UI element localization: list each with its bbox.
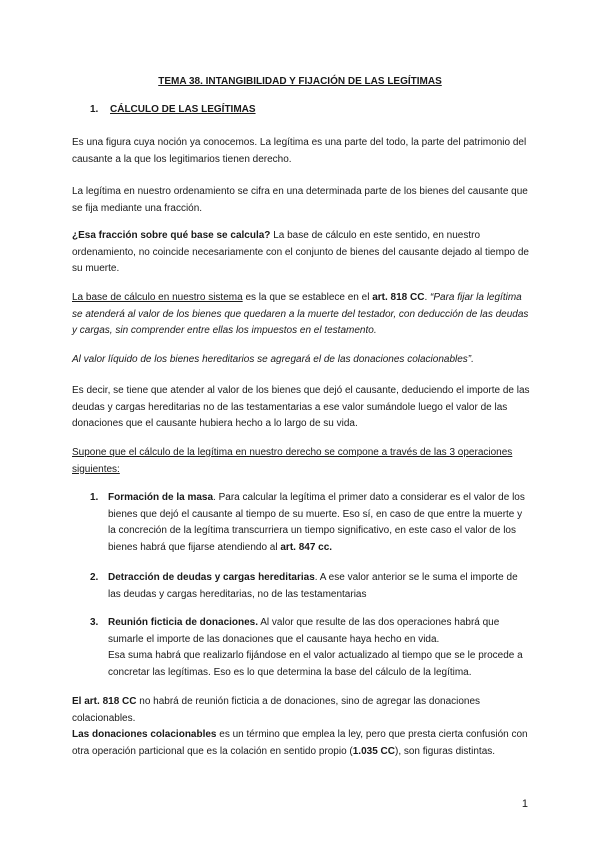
list-item-number: 3. <box>90 617 99 628</box>
paragraph-5: Al valor líquido de los bienes hereditarios se agregará el de las donaciones colacionables”. <box>72 354 474 365</box>
list-item-heading: Detracción de deudas y cargas hereditarias <box>108 572 315 583</box>
paragraph-4-underline: La base de cálculo en nuestro sistema <box>72 292 243 303</box>
paragraph-3-text: La base de cálculo en este sentido, en nuestro ordenamiento, no coincide necesariamente con el conjunto de bienes del causante dejado al tiempo de su muerte. <box>72 230 529 274</box>
list-item-number: 2. <box>90 572 99 583</box>
paragraph-3-question: ¿Esa fracción sobre qué base se calcula? <box>72 230 271 241</box>
list-item-body <box>108 490 532 556</box>
article-818-reference: art. 818 CC <box>372 292 425 303</box>
paragraph-7: Supone que el cálculo de la legítima en nuestro derecho se compone a través de las 3 operaciones siguientes: <box>72 447 513 475</box>
article-818-quote: “Para fijar la legítima se atenderá al valor de los bienes que quedaren a la muerte del testador, con deducción de las deudas y cargas, sin comprender entre ellas los impuestos en el testamento. <box>72 292 529 336</box>
paragraph-3 <box>72 228 532 278</box>
paragraph-9-text-2: ), son figuras distintas. <box>394 745 496 757</box>
section-number: 1. <box>90 104 99 115</box>
list-item-heading: Reunión ficticia de donaciones. <box>108 617 259 628</box>
article-818-reference-2: El art. 818 CC <box>72 696 137 707</box>
article-847-reference: art. 847 cc. <box>280 541 333 553</box>
paragraph-8-text: no habrá de reunión ficticia a de donaciones, sino de agregar las donaciones colacionables. <box>72 696 481 724</box>
paragraph-4-text-2: . <box>424 292 431 303</box>
paragraph-6: Es decir, se tiene que atender al valor de los bienes que dejó el causante, deduciendo el importe de las deudas y cargas hereditarias no de las testamentarias a ese valor sumándole luego el valor de las donaciones que el causante hubiera hecho a lo largo de su vida. <box>72 385 530 429</box>
article-1035-reference: 1.035 CC <box>352 745 395 757</box>
page-number: 1 <box>521 798 528 810</box>
list-item-text: . Para calcular la legítima el primer dato a considerar es el valor de los bienes que dejó el causante al tiempo de su muerte. Eso sí, en caso de que entre la muerte y la concreción de la legítima transcurriera un tiempo significativo, en este caso el valor de los bienes habrá que fijarse atendiendo al <box>108 492 525 553</box>
list-item-text: Al valor que resulte de las dos operaciones habrá que sumarle el importe de las donaciones que el causante haya hecho en vida. <box>108 617 500 645</box>
document-title: TEMA 38. INTANGIBILIDAD Y FIJACIÓN DE LAS LEGÍTIMAS <box>158 76 442 87</box>
list-item-heading: Formación de la masa <box>108 492 214 503</box>
paragraph-9-heading: Las donaciones colacionables <box>72 729 217 740</box>
section-title: CÁLCULO DE LAS LEGÍTIMAS <box>110 104 256 115</box>
list-item-body <box>108 570 532 603</box>
list-item-body <box>108 615 532 681</box>
list-item-number: 1. <box>90 492 99 503</box>
paragraph-4-text-1: es la que se establece en el <box>242 292 373 303</box>
paragraph-8 <box>72 694 532 727</box>
paragraph-9 <box>72 727 532 760</box>
paragraph-2: La legítima en nuestro ordenamiento se cifra en una determinada parte de los bienes del causante que se fija mediante una fracción. <box>72 186 528 214</box>
section-heading <box>90 102 256 119</box>
paragraph-1: Es una figura cuya noción ya conocemos. La legítima es una parte del todo, la parte del patrimonio del causante a la que los legitimarios tienen derecho. <box>72 137 527 165</box>
list-item-text-continued: Esa suma habrá que realizarlo fijándose en el valor actualizado al tiempo que se le procede a concretar las legítimas. Eso es lo que determina la base del cálculo de la legítima. <box>108 650 523 678</box>
paragraph-9-text-1: es un término que emplea la ley, pero que presta cierta confusión con otra operación particional que es la colación en sentido propio ( <box>72 729 528 757</box>
list-item-text: . A ese valor anterior se le suma el importe de las deudas y cargas hereditarias, no de las testamentarias <box>108 572 518 600</box>
paragraph-4 <box>72 290 532 340</box>
